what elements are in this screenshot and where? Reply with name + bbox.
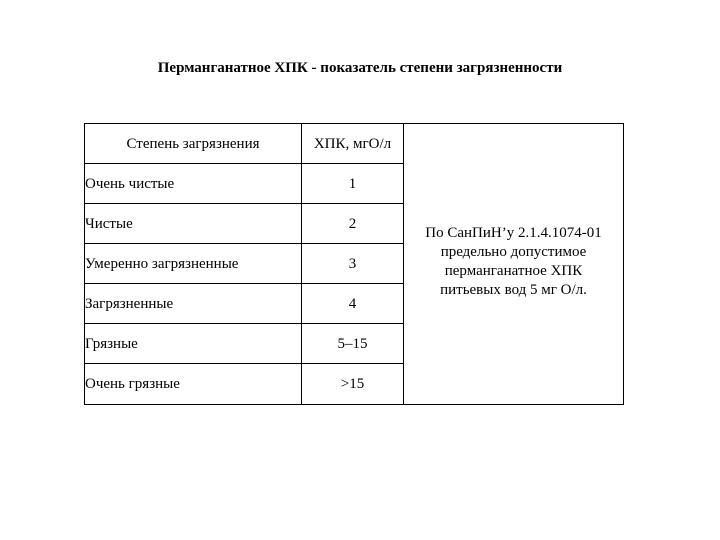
table-row [85,204,403,244]
table-header-row [85,124,403,164]
header-cod: ХПК, мгО/л [313,136,392,152]
table-row [85,244,403,284]
note-line: По СанПиН’у 2.1.4.1074-01 [425,225,602,241]
table-row [85,324,403,364]
row-cod: >15 [340,376,365,392]
row-cod: 1 [348,176,357,192]
row-degree: Загрязненные [85,296,174,312]
header-degree: Степень загрязнения [126,136,260,152]
note-line: предельно допустимое [440,244,587,260]
row-degree: Чистые [85,216,133,232]
row-degree: Умеренно загрязненные [85,256,239,272]
note-line: перманганатное ХПК [444,263,583,279]
table-row [85,164,403,204]
row-degree: Грязные [85,336,138,352]
note-line: питьевых вод 5 мг О/л. [440,282,587,298]
row-cod: 2 [348,216,357,232]
row-degree: Очень чистые [85,176,175,192]
sanpin-note [404,224,623,300]
row-cod: 3 [348,256,357,272]
pollution-table [84,123,624,405]
table-row [85,284,403,324]
row-degree: Очень грязные [85,376,180,392]
page-title: Перманганатное ХПК - показатель степени загрязненности [157,60,563,76]
row-cod: 4 [348,296,357,312]
table-row [85,364,403,404]
row-cod: 5–15 [337,336,368,352]
